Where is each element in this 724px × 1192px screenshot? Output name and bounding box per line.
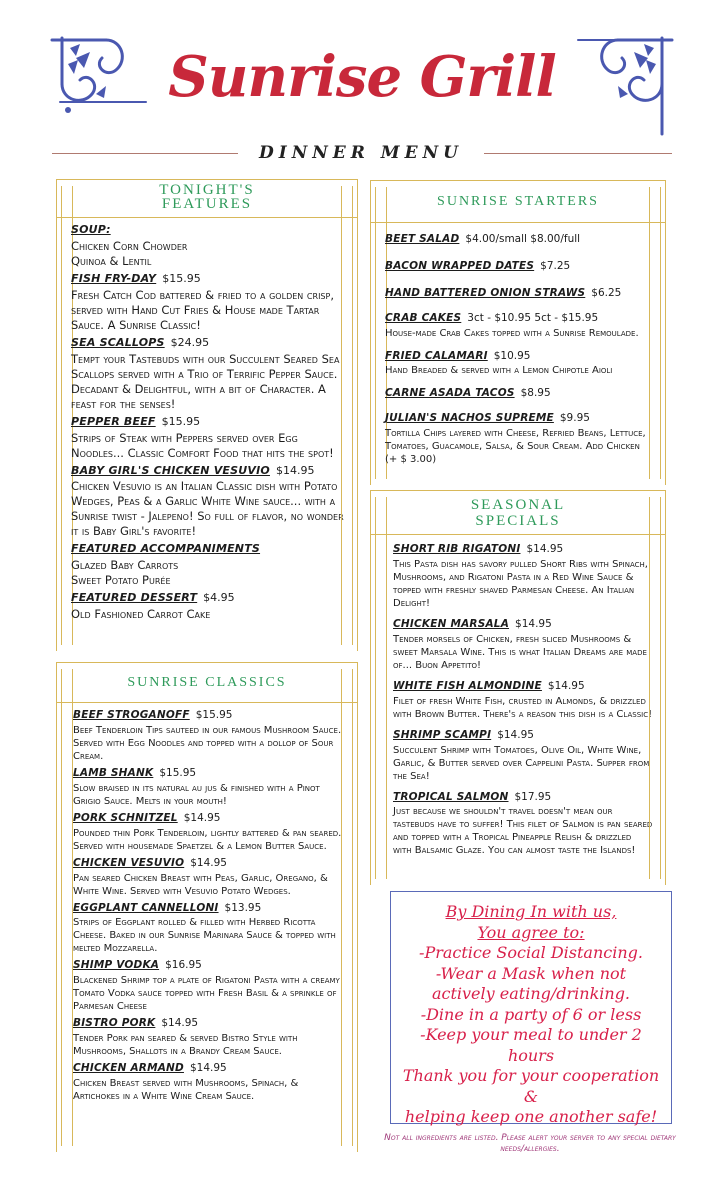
item-description: Filet of fresh White Fish, crusted in Almonds, & drizzled with Brown Butter. There's a reason this dish is a Classic! [393,695,653,720]
item-description: Chicken Breast served with Mushrooms, Spinach, & Artichokes in a White Wine Cream Sauce. [73,1078,299,1102]
item-price: $24.95 [170,335,210,349]
accompaniment-item: Sweet Potato Purée [71,573,171,588]
item-description: Slow braised in its natural au jus & finished with a Pinot Grigio Sauce. Melts in your mouth! [73,782,320,807]
notice-line: actively eating/drinking. [431,984,631,1003]
item-price: $4.00/small $8.00/full [465,233,581,245]
accompaniment-item: Glazed Baby Carrots [71,558,179,573]
item-name: PEPPER BEEF [71,414,156,428]
item-price: $15.95 [162,271,201,285]
notice-line: helping keep one another safe! [404,1107,658,1126]
item-price: $6.25 [591,286,622,299]
tonights-features-section [56,179,358,651]
menu-item [73,808,347,827]
item-name: BEET SALAD [385,233,460,245]
item-price: $7.25 [540,259,571,272]
item-name: CHICKEN MARSALA [393,617,510,630]
sunrise-starters-section [370,180,666,485]
allergy-disclaimer: Not all ingredients are listed. Please alert your server to any special dietary needs/allergies. [384,1133,676,1154]
item-price: $14.95 [275,463,315,477]
item-description: Tender Pork pan seared & served Bistro Style with Mushrooms, Shallots in a Brandy Cream Sauce. [73,1033,298,1058]
menu-item [385,229,653,248]
item-description: This Pasta dish has savory pulled Short Ribs with Spinach, Mushrooms, and Rigatoni Pasta in a Red Wine Sauce & topped with freshly shaved Parmesan Cheese. An Italian Delight! [393,558,648,609]
item-name: JULIAN'S NACHOS SUPREME [385,412,554,425]
menu-item [385,408,653,427]
item-name: BEEF STROGANOFF [73,709,190,721]
menu-item [73,1013,347,1032]
item-description: Chicken Vesuvio is an Italian Classic dish with Potato Wedges, Peas & a Garlic White Wine sauce... with a Sunrise twist - Jalepeno! So full of flavor, no wonder it is Baby Girl's favorite! [71,479,344,539]
menu-item [393,676,653,695]
item-description: House-made Crab Cakes topped with a Sunrise Remoulade. [385,327,639,339]
sunrise-starters-heading: SUNRISE STARTERS [371,181,665,223]
menu-item [73,1058,347,1077]
item-description: Blackened Shrimp top a plate of Rigatoni Pasta with a creamy Tomato Vodka sauce topped with Fresh Basil & a sprinkle of Parmesan Cheese [73,975,340,1013]
item-name: CARNE ASADA TACOS [385,387,515,400]
item-name: CHICKEN VESUVIO [73,856,185,869]
menu-item [73,898,347,917]
menu-item [393,787,653,806]
item-price: $15.95 [159,766,197,779]
menu-item [73,853,347,872]
menu-item [73,705,347,724]
accompaniments-label: FEATURED ACCOMPANIMENTS [71,542,261,556]
menu-item [385,308,653,327]
item-description: Tempt your Tastebuds with our Succulent Seared Sea Scallops served with a Trio of Terrific Pepper Sauce. Decadant & Delightful, with a bit of Character. A feast for the senses! [71,351,340,411]
menu-item [73,955,347,974]
item-name: SHORT RIB RIGATONI [393,543,521,555]
item-price: $15.95 [195,709,233,721]
menu-item [393,539,653,558]
item-name: SHIMP VODKA [73,959,160,972]
item-description: Hand Breaded & served with a Lemon Chipotle Aioli [385,365,613,377]
item-price: $14.95 [497,728,534,741]
item-price: $8.95 [520,387,551,400]
item-name: CHICKEN ARMAND [73,1062,184,1075]
item-description: Beef Tenderloin Tips sauteed in our famous Mushroom Sauce. Served with Egg Noodles and topped with a dollop of Sour Cream. [73,724,342,762]
item-name: SHRIMP SCAMPI [393,728,492,741]
item-name: BABY GIRL'S CHICKEN VESUVIO [71,463,270,477]
item-name: PORK SCHNITZEL [73,811,178,824]
notice-line: -Dine in a party of 6 or less [420,1004,642,1024]
item-price: $13.95 [224,901,262,914]
item-price: $10.95 [493,349,531,362]
item-price: $17.95 [514,790,552,803]
item-price: $14.95 [189,1062,227,1075]
item-price: $14.95 [547,679,585,692]
menu-subtitle: DINNER MENU [259,143,463,163]
dining-policy-notice [390,891,672,1124]
menu-item [393,614,653,633]
menu-item [71,333,347,352]
item-name: HAND BATTERED ONION STRAWS [385,286,586,299]
item-name: LAMB SHANK [73,766,154,779]
item-name: SEA SCALLOPS [71,335,165,349]
restaurant-title: Sunrise Grill [168,44,556,110]
item-description: Pounded thin Pork Tenderloin, lightly battered & pan seared. Served with housemade Spaetzel & a Lemon Butter Sauce. [73,827,342,852]
seasonal-specials-section [370,490,666,885]
notice-line: By Dining In with us, [445,902,617,921]
menu-item [71,461,347,480]
header-divider-left [52,153,238,154]
dessert-price: $4.95 [203,591,235,605]
item-description: Fresh Catch Cod battered & fried to a golden crisp, served with Hand Cut Fries & House made Tartar Sauce. A Sunrise Classic! [71,287,334,332]
menu-item [73,763,347,782]
item-price: 3ct - $10.95 5ct - $15.95 [467,311,599,324]
item-name: WHITE FISH ALMONDINE [393,679,542,692]
menu-item [385,383,653,402]
item-description: Strips of Eggplant rolled & filled with Herbed Ricotta Cheese. Baked in our Sunrise Marinara Sauce & topped with melted Mozzarella. [73,917,336,955]
item-price: $14.95 [183,811,221,824]
tonights-features-heading: TONIGHT'S FEATURES [57,180,357,218]
notice-line: -Wear a Mask when not [435,963,627,983]
soup-item: Chicken Corn Chowder [71,238,188,253]
item-price: $14.95 [515,617,552,630]
item-name: FISH FRY-DAY [71,271,157,285]
soup-label: SOUP: [71,223,111,236]
item-description: Strips of Steak with Peppers served over Egg Noodles... Classic Comfort Food that hits the spot! [71,430,334,460]
menu-item [385,256,653,275]
item-price: $9.95 [559,412,590,425]
item-description: Just because we shouldn't travel doesn't mean our tastebuds have to suffer! This filet of Salmon is pan seared and topped with a Tropical Pineapple Relish & drizzled with Balsamic Glaze. You can almost taste the Islands! [393,806,653,857]
soup-item: Quinoa & Lentil [71,253,152,268]
item-description: Pan seared Chicken Breast with Peas, Garlic, Oregano, & White Wine. Served with Vesuvio Potato Wedges. [73,872,328,897]
item-price: $15.95 [161,414,201,428]
item-price: $16.95 [165,959,202,972]
item-description: Tender morsels of Chicken, fresh sliced Mushrooms & sweet Marsala Wine. This is what Italian Dreams are made of... Buon Appetito! [393,633,647,671]
item-name: BACON WRAPPED DATES [385,259,535,272]
notice-line: Thank you for your cooperation & [402,1066,660,1106]
menu-item [71,412,347,431]
menu-item [393,725,653,744]
notice-line: You agree to: [477,922,585,942]
item-name: FRIED CALAMARI [385,349,488,362]
item-description: Succulent Shrimp with Tomatoes, Olive Oil, White Wine, Garlic, & Butter served over Cappelini Pasta. Supper from the Sea! [393,744,650,782]
menu-item [71,269,347,288]
menu-item [385,346,653,365]
dessert-item: Old Fashioned Carrot Cake [71,607,211,622]
item-name: BISTRO PORK [73,1017,156,1030]
menu-item [385,283,653,302]
item-description: Tortilla Chips layered with Cheese, Refried Beans, Lettuce, Tomatoes, Guacamole, Salsa, & Sour Cream. Add Chicken (+ $ 3.00) [385,428,646,466]
item-price: $14.95 [526,543,564,555]
dessert-label: FEATURED DESSERT [71,591,198,605]
notice-line: -Keep your meal to under 2 hours [420,1025,642,1065]
item-name: TROPICAL SALMON [393,790,509,803]
seasonal-specials-heading: SEASONAL SPECIALS [371,491,665,535]
header-divider-right [484,153,672,154]
sunrise-classics-section [56,662,358,1152]
sunrise-classics-heading: SUNRISE CLASSICS [57,663,357,703]
item-price: $14.95 [190,856,227,869]
notice-line: -Practice Social Distancing. [419,943,643,962]
item-price: $14.95 [161,1017,199,1030]
item-name: CRAB CAKES [385,311,462,324]
item-name: EGGPLANT CANNELLONI [73,901,219,914]
